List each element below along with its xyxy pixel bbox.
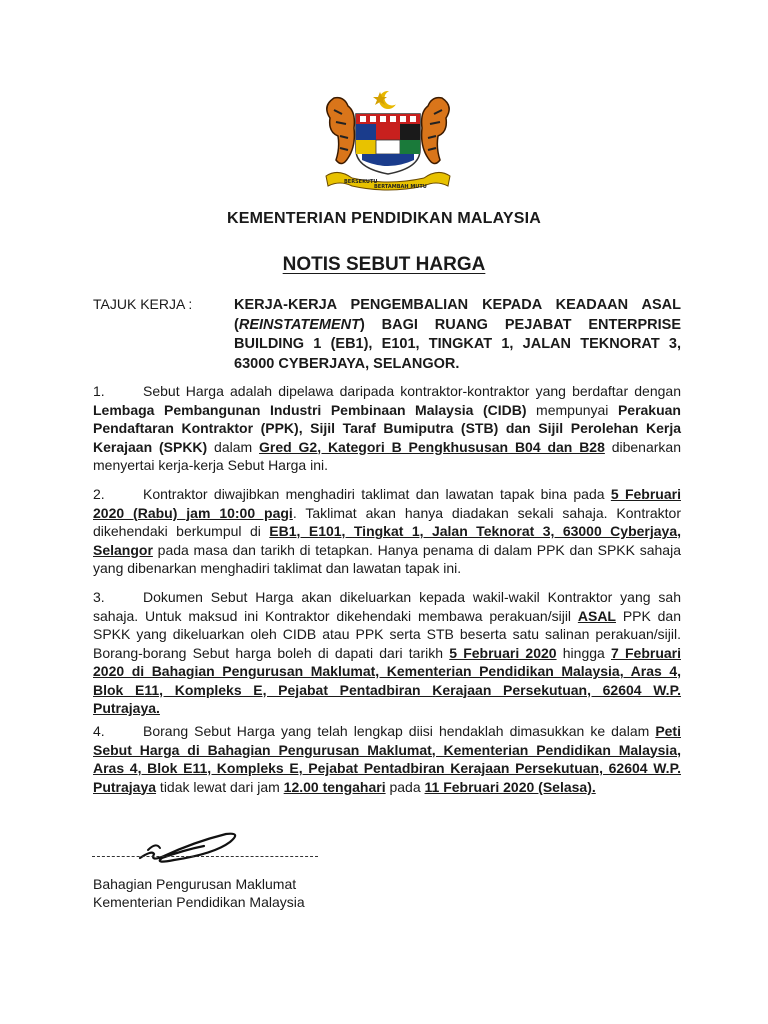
paragraph-emphasis: ASAL	[577, 607, 616, 624]
signature-line	[92, 856, 318, 857]
paragraph-text: Dokumen Sebut Harga akan dikeluarkan kepada wakil-wakil Kontraktor yang sah sahaja. Untuk maksud ini Kontraktor dikehendaki membawa perakuan/sijil	[93, 589, 681, 624]
signature-icon	[134, 828, 244, 870]
paragraph-number: 3.	[93, 589, 105, 605]
paragraph-1	[93, 382, 681, 475]
coat-of-arms-icon	[318, 88, 458, 196]
paragraph-number: 1.	[93, 383, 105, 399]
paragraph-emphasis: 12.00 tengahari	[283, 778, 386, 795]
crest-motto-1: BERSEKUTU	[344, 179, 378, 185]
tajuk-text-part: KERJA-KERJA PENGEMBALIAN KEPADA KEADAAN ASAL (	[234, 297, 681, 333]
tajuk-text-part: ) BAGI RUANG PEJABAT ENTERPRISE BUILDING 1 (EB1), E101, TINGKAT 1, JALAN TEKNORAT 3, 63000 CYBERJAYA, SELANGOR.	[234, 316, 681, 372]
ministry-heading: KEMENTERIAN PENDIDIKAN MALAYSIA	[226, 210, 542, 227]
paragraph-text: tidak lewat dari jam	[156, 778, 284, 795]
tajuk-kerja-text	[234, 296, 681, 374]
paragraph-text: pada masa dan tarikh di tetapkan. Hanya penama di dalam PPK dan SPKK sahaja yang dibenarkan menghadiri taklimat dan lawatan tapak ini.	[93, 541, 681, 576]
paragraph-text: PPK dan SPKK yang dikeluarkan oleh CIDB atau PPK serta STB beserta satu salinan perakuan/sijil. Borang-borang Sebut harga boleh di dapati dari tarikh	[93, 607, 682, 661]
paragraph-bold: Lembaga Pembangunan Industri Pembinaan Malaysia (CIDB)	[93, 401, 527, 418]
paragraph-text: dalam	[207, 438, 260, 455]
paragraph-3	[93, 588, 681, 718]
paragraph-emphasis: 5 Februari 2020 (Rabu) jam 10:00 pagi	[93, 486, 681, 521]
notice-title: NOTIS SEBUT HARGA	[282, 254, 486, 275]
paragraph-bold: Perakuan Pendaftaran Kontraktor (PPK), Sijil Taraf Bumiputra (STB) dan Sijil Perolehan Kerja Kerajaan (SPKK)	[93, 401, 681, 455]
paragraph-number: 2.	[93, 486, 105, 502]
paragraph-2	[93, 485, 681, 578]
paragraph-emphasis: 11 Februari 2020 (Selasa).	[424, 778, 596, 795]
paragraph-text: hingga	[556, 644, 611, 661]
paragraph-emphasis: EB1, E101, Tingkat 1, Jalan Teknorat 3, 63000 Cyberjaya, Selangor	[93, 523, 682, 558]
paragraph-text: mempunyai	[526, 401, 618, 418]
paragraph-text: dibenarkan menyertai kerja-kerja Sebut Harga ini.	[93, 438, 681, 473]
paragraph-emphasis: 7 Februari 2020 di Bahagian Pengurusan Maklumat, Kementerian Pendidikan Malaysia, Aras 4, Blok E11, Kompleks E, Pejabat Pentadbiran Kerajaan Persekutuan, 62604 W.P. Putrajaya.	[93, 644, 681, 716]
paragraph-text: . Taklimat akan hanya diadakan sekali sahaja. Kontraktor dikehendaki berkumpul di	[93, 504, 681, 539]
tajuk-kerja-label: TAJUK KERJA :	[93, 296, 193, 312]
paragraph-text: Sebut Harga adalah dipelawa daripada kontraktor-kontraktor yang berdaftar dengan	[143, 383, 681, 399]
paragraph-text: pada	[385, 778, 425, 795]
crest-motto-2: BERTAMBAH MUTU	[374, 184, 427, 190]
paragraph-4	[93, 722, 681, 796]
paragraph-text: Borang Sebut Harga yang telah lengkap diisi hendaklah dimasukkan ke dalam	[143, 723, 656, 739]
paragraph-number: 4.	[93, 723, 105, 739]
footer-line-2: Kementerian Pendidikan Malaysia	[93, 894, 305, 910]
paragraph-emphasis: Gred G2, Kategori B Pengkhususan B04 dan B28	[259, 438, 605, 455]
paragraph-text: Kontraktor diwajibkan menghadiri taklimat dan lawatan tapak bina pada	[143, 486, 611, 502]
tajuk-text-italic: REINSTATEMENT	[238, 316, 360, 333]
footer-line-1: Bahagian Pengurusan Maklumat	[93, 876, 297, 892]
paragraph-emphasis: 5 Februari 2020	[449, 644, 557, 661]
paragraph-emphasis: Peti Sebut Harga di Bahagian Pengurusan Maklumat, Kementerian Pendidikan Malaysia, Aras 4, Blok E11, Kompleks E, Pejabat Pentadbiran Kerajaan Persekutuan, 62604 W.P. Putrajaya	[93, 723, 681, 795]
footer-department	[93, 875, 305, 911]
